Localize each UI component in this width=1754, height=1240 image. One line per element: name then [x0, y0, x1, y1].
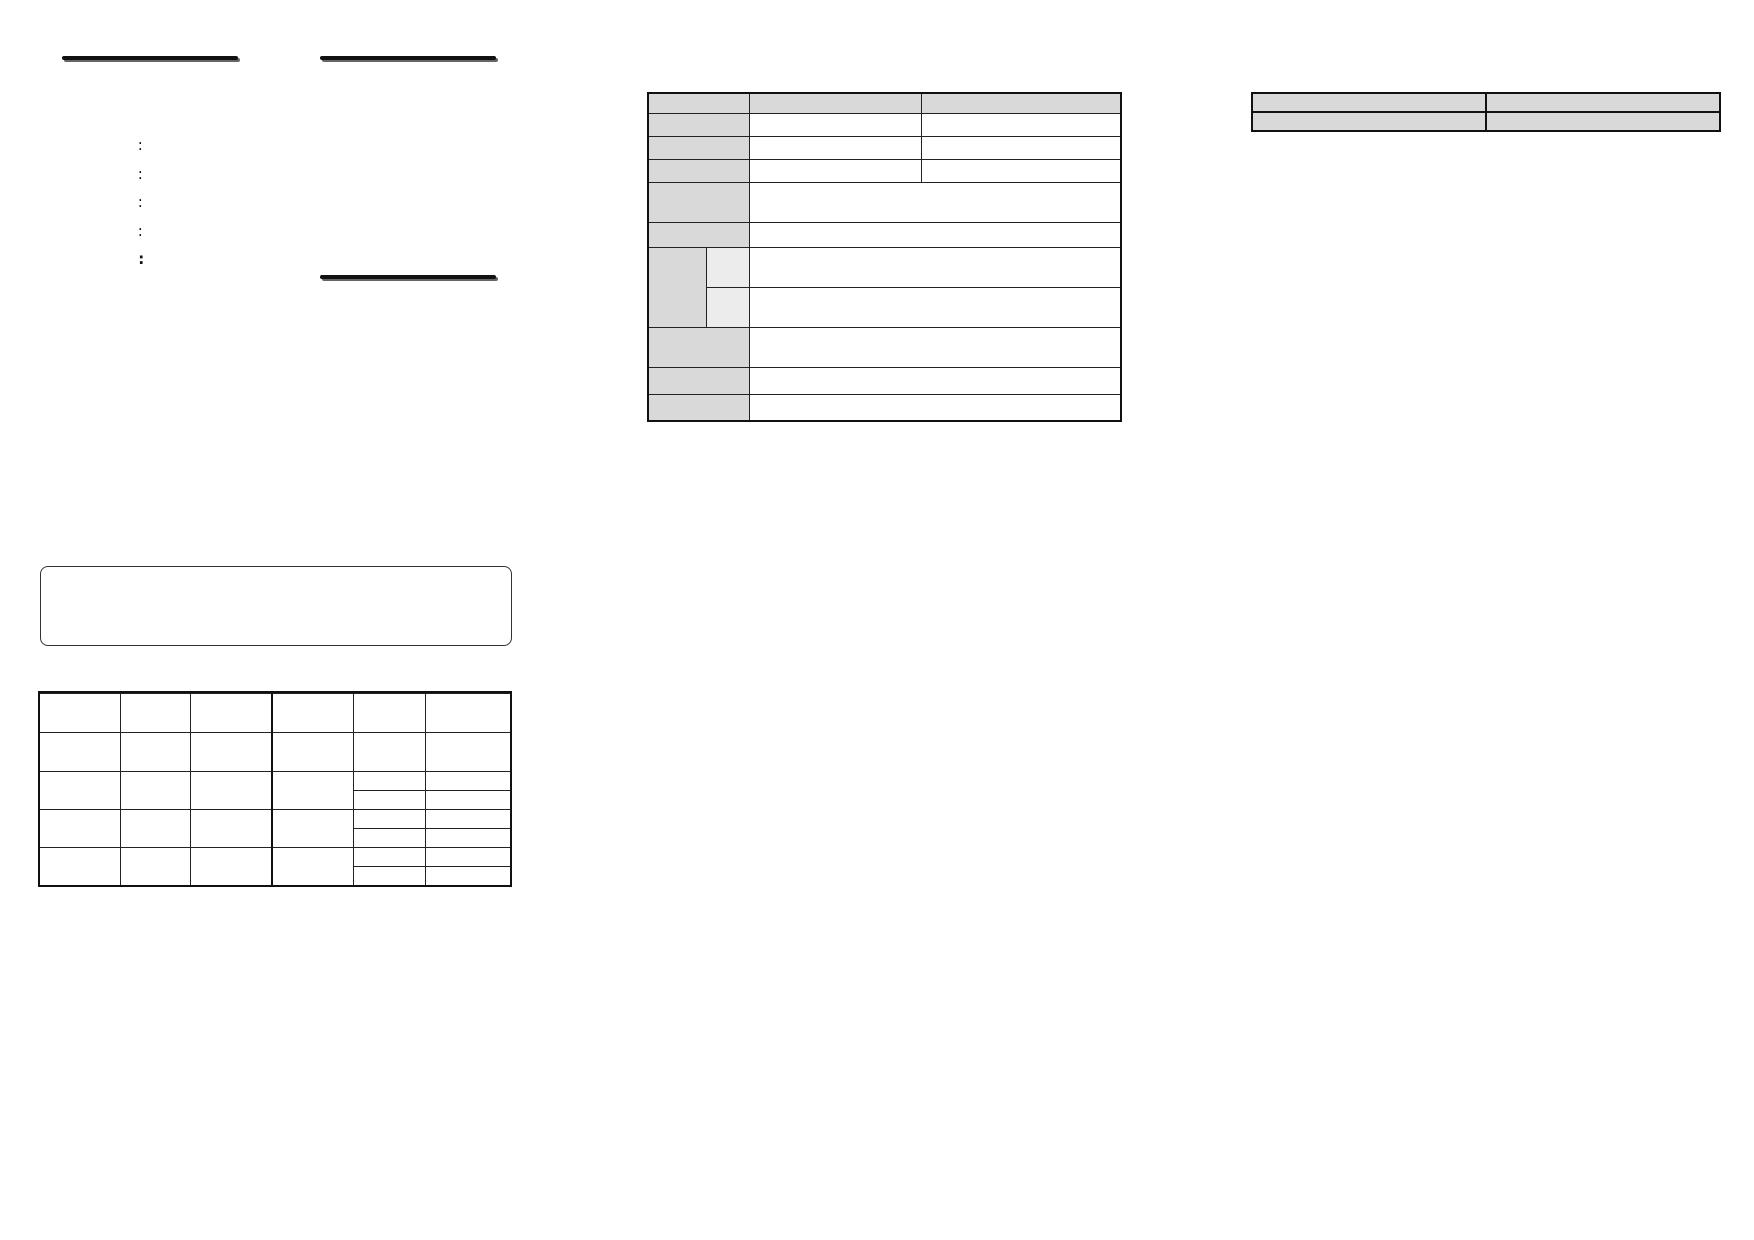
- dept-cell: [272, 694, 354, 733]
- district-top-section: [1252, 93, 1720, 112]
- table-row: [648, 159, 1121, 182]
- program-line: :: [133, 221, 143, 240]
- time-cell: [354, 694, 426, 733]
- district-title: [1486, 93, 1720, 112]
- dept-cell: [39, 694, 121, 733]
- meeting-table: [38, 691, 512, 887]
- time-cell: [354, 810, 426, 829]
- row-label: [648, 247, 706, 327]
- praise-program: [38, 136, 144, 279]
- time-cell: [354, 772, 426, 791]
- place-cell: [190, 848, 272, 886]
- restroom-cell: [750, 287, 1121, 327]
- table-row: [648, 327, 1121, 367]
- time-cell: [121, 772, 191, 810]
- table-row: [648, 182, 1121, 222]
- dawn-prayer-title: [320, 56, 496, 60]
- dept-cell: [39, 733, 121, 772]
- sub-label: [706, 287, 750, 327]
- table-row: [39, 810, 511, 829]
- program-line: :: [133, 136, 143, 154]
- offering-cell: [922, 113, 1122, 136]
- table-row: [39, 772, 511, 791]
- district-table: [1251, 92, 1721, 132]
- row-label: [648, 182, 750, 222]
- table-row: [648, 287, 1121, 327]
- place-cell: [425, 772, 511, 791]
- dept-cell: [39, 772, 121, 810]
- time-cell: [354, 867, 426, 886]
- dept-cell: [272, 810, 354, 848]
- row-label: [648, 136, 750, 159]
- cleaning-cell: [750, 222, 1121, 247]
- table-row: [39, 694, 511, 733]
- praise-service-title: [62, 56, 238, 60]
- table-row: [648, 367, 1121, 394]
- time-cell: [121, 733, 191, 772]
- place-cell: [190, 694, 272, 733]
- time-cell: [354, 829, 426, 848]
- cafeteria-cell: [750, 367, 1121, 394]
- place-cell: [425, 829, 511, 848]
- dept-cell: [272, 733, 354, 772]
- table-row: [648, 247, 1121, 287]
- header-cell: [750, 93, 922, 113]
- dept-cell: [39, 848, 121, 886]
- row-label: [648, 159, 750, 182]
- dept-cell: [39, 810, 121, 848]
- district-title: [1252, 93, 1486, 112]
- place-cell: [425, 694, 511, 733]
- place-cell: [190, 772, 272, 810]
- sub-label: [706, 247, 750, 287]
- program-line: :: [133, 250, 145, 268]
- restroom-cell: [750, 247, 1121, 287]
- offering-cell: [922, 159, 1122, 182]
- district-title: [1252, 112, 1486, 131]
- time-cell: [121, 810, 191, 848]
- wednesday-prayer-title: [320, 275, 496, 279]
- recycling-cell: [750, 327, 1121, 367]
- program-line: :: [133, 164, 143, 183]
- usher-cell: [750, 136, 922, 159]
- table-row: [648, 136, 1121, 159]
- row-label: [648, 394, 750, 421]
- usher-cell: [750, 113, 922, 136]
- district-bottom-section: [1252, 112, 1720, 131]
- header-cell: [922, 93, 1122, 113]
- usher-cell: [750, 159, 922, 182]
- place-cell: [190, 733, 272, 772]
- volunteers-table: [647, 92, 1122, 422]
- district-title: [1486, 112, 1720, 131]
- place-cell: [425, 810, 511, 829]
- place-cell: [425, 848, 511, 867]
- time-cell: [354, 848, 426, 867]
- row-label: [648, 113, 750, 136]
- table-row: [39, 733, 511, 772]
- time-cell: [354, 791, 426, 810]
- table-row: [648, 394, 1121, 421]
- row-label: [648, 222, 750, 247]
- next-prayer-box: [40, 566, 512, 646]
- dept-cell: [272, 772, 354, 810]
- place-cell: [425, 791, 511, 810]
- table-row: [39, 848, 511, 867]
- vehicle-cell: [750, 394, 1121, 421]
- district-title-row: [1252, 112, 1720, 131]
- time-cell: [354, 733, 426, 772]
- offering-cell: [922, 136, 1122, 159]
- dept-cell: [272, 848, 354, 886]
- time-cell: [121, 848, 191, 886]
- program-line: :: [133, 193, 143, 211]
- vol-header-row: [648, 93, 1121, 113]
- row-label: [648, 327, 750, 367]
- time-cell: [121, 694, 191, 733]
- place-cell: [190, 810, 272, 848]
- district-title-row: [1252, 93, 1720, 112]
- place-cell: [425, 733, 511, 772]
- choir-cell: [750, 182, 1121, 222]
- table-row: [648, 113, 1121, 136]
- place-cell: [425, 867, 511, 886]
- row-label: [648, 367, 750, 394]
- table-row: [648, 222, 1121, 247]
